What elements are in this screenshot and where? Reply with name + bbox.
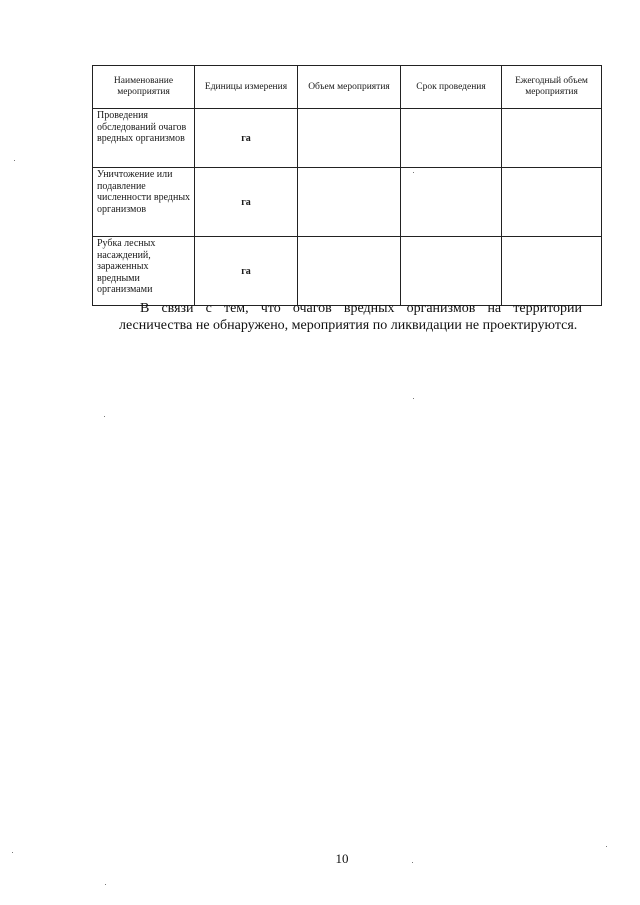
scan-speck <box>105 884 106 885</box>
header-volume: Объем мероприятия <box>298 66 401 109</box>
measures-table <box>92 65 602 306</box>
header-term: Срок проведения <box>401 66 502 109</box>
scan-speck <box>606 846 607 847</box>
row-volume <box>298 168 401 237</box>
body-text-line-2: лесничества не обнаружено, мероприятия по ликвидации не проектируются. <box>119 318 578 333</box>
header-units: Единицы измерения <box>195 66 298 109</box>
header-activity-name: Наименование мероприятия <box>93 66 195 109</box>
row-unit: га <box>195 237 298 306</box>
row-volume <box>298 109 401 168</box>
table-header-row <box>93 66 602 109</box>
row-annual-volume <box>502 237 602 306</box>
row-term <box>401 168 502 237</box>
body-text-line-1: В связи с тем, что очагов вредных организмов на территории <box>140 301 582 316</box>
row-annual-volume <box>502 168 602 237</box>
body-paragraph <box>119 300 582 334</box>
row-term <box>401 109 502 168</box>
scan-speck <box>413 398 414 399</box>
row-activity-name: Проведения обследований очагов вредных организмов <box>93 109 195 168</box>
table-row <box>93 109 602 168</box>
scan-speck <box>413 172 414 173</box>
scan-speck <box>14 160 15 161</box>
row-unit: га <box>195 109 298 168</box>
row-term <box>401 237 502 306</box>
scan-speck <box>12 852 13 853</box>
table-row <box>93 237 602 306</box>
row-volume <box>298 237 401 306</box>
scan-speck <box>104 416 105 417</box>
header-annual-volume: Ежегодный объем мероприятия <box>502 66 602 109</box>
row-activity-name: Рубка лесных насаждений, зараженных вредными организмами <box>93 237 195 306</box>
row-activity-name: Уничтожение или подавление численности вредных организмов <box>93 168 195 237</box>
row-annual-volume <box>502 109 602 168</box>
row-unit: га <box>195 168 298 237</box>
scan-speck <box>412 862 413 863</box>
table-row <box>93 168 602 237</box>
page-number: 10 <box>335 851 349 866</box>
